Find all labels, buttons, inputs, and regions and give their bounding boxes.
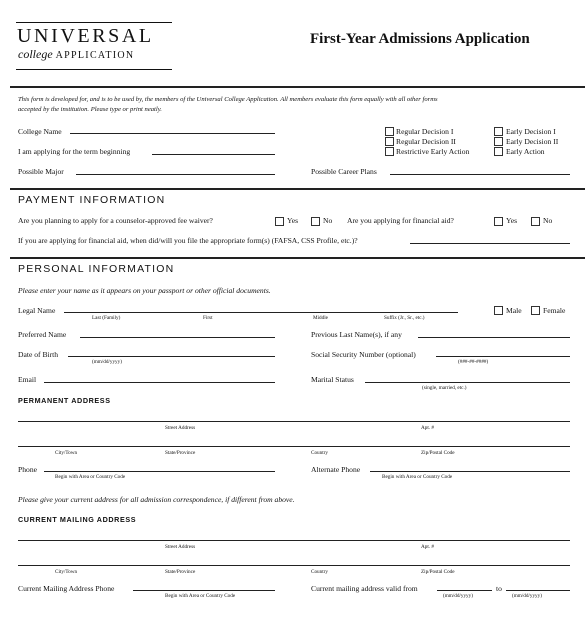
permanent-state-caption: State/Province	[165, 450, 196, 456]
marital-format: (single, married, etc.)	[422, 385, 467, 391]
alt-phone-label: Alternate Phone	[311, 465, 361, 474]
career-label: Possible Career Plans	[311, 167, 377, 176]
alt-phone-caption: Begin with Area or Country Code	[382, 474, 453, 480]
dob-field[interactable]	[68, 356, 275, 357]
header-divider	[10, 86, 585, 88]
logo-college-word: college	[18, 47, 53, 61]
permanent-street-field[interactable]	[18, 421, 570, 422]
career-field[interactable]	[390, 174, 570, 175]
personal-heading: PERSONAL INFORMATION	[18, 263, 175, 275]
preferred-name-field[interactable]	[80, 337, 275, 338]
name-note: Please enter your name as it appears on your passport or other official documents.	[18, 286, 271, 295]
ssn-format: (###-##-####)	[458, 359, 489, 365]
mailing-note: Please give your current address for all admission correspondence, if different from above.	[18, 495, 295, 504]
dob-label: Date of Birth	[18, 350, 59, 359]
email-label: Email	[18, 375, 37, 384]
early-action-label: Early Action	[506, 147, 545, 156]
marital-label: Marital Status	[311, 375, 354, 384]
previous-name-field[interactable]	[418, 337, 570, 338]
female-label: Female	[543, 306, 566, 315]
legal-name-label: Legal Name	[18, 306, 56, 315]
mailing-country-caption: Country	[311, 569, 329, 575]
financial-aid-question: Are you applying for financial aid?	[347, 216, 454, 225]
logo-application-word: APPLICATION	[55, 50, 135, 61]
mailing-city-field[interactable]	[18, 565, 570, 566]
mailing-valid-to-format: (mm/dd/yyyy)	[512, 593, 542, 599]
fee-waiver-yes-label: Yes	[287, 216, 299, 225]
intro-line-2: accepted by the institution. Please type or print neatly.	[18, 106, 162, 113]
fee-waiver-yes-checkbox[interactable]	[275, 217, 284, 226]
mailing-address-heading: CURRENT MAILING ADDRESS	[18, 515, 137, 524]
fee-waiver-question: Are you planning to apply for a counselor-approved fee waiver?	[18, 216, 213, 225]
early-decision-1-checkbox[interactable]	[494, 127, 503, 136]
legal-name-middle-caption: Middle	[313, 315, 328, 321]
college-name-label: College Name	[18, 127, 62, 136]
mailing-valid-to-field[interactable]	[506, 590, 570, 591]
major-field[interactable]	[76, 174, 275, 175]
dob-format: (mm/dd/yyyy)	[92, 359, 122, 365]
mailing-street-field[interactable]	[18, 540, 570, 541]
mailing-to-label: to	[496, 584, 502, 593]
logo-rule-bottom	[16, 69, 172, 70]
permanent-apt-caption: Apt. #	[421, 425, 434, 431]
financial-aid-yes-label: Yes	[506, 216, 518, 225]
preferred-name-label: Preferred Name	[18, 330, 67, 339]
aid-form-date-question: If you are applying for financial aid, when did/will you file the appropriate form(s) (FAFSA, CSS Profile, etc.)?	[18, 236, 358, 245]
permanent-address-heading: PERMANENT ADDRESS	[18, 396, 111, 405]
aid-form-date-field[interactable]	[410, 243, 570, 244]
fee-waiver-no-label: No	[323, 216, 333, 225]
previous-name-label: Previous Last Name(s), if any	[311, 330, 402, 339]
financial-aid-yes-checkbox[interactable]	[494, 217, 503, 226]
phone-caption: Begin with Area or Country Code	[55, 474, 126, 480]
regular-decision-2-label: Regular Decision II	[396, 137, 456, 146]
major-label: Possible Major	[18, 167, 64, 176]
email-field[interactable]	[44, 382, 275, 383]
permanent-zip-caption: Zip/Postal Code	[421, 450, 455, 456]
fee-waiver-no-checkbox[interactable]	[311, 217, 320, 226]
mailing-city-caption: City/Town	[55, 569, 78, 575]
mailing-street-caption: Street Address	[165, 544, 196, 550]
restrictive-early-action-checkbox[interactable]	[385, 147, 394, 156]
ssn-label: Social Security Number (optional)	[311, 350, 416, 359]
legal-name-suffix-caption: Suffix (Jr., Sr., etc.)	[384, 315, 425, 321]
early-action-checkbox[interactable]	[494, 147, 503, 156]
female-checkbox[interactable]	[531, 306, 540, 315]
college-name-field[interactable]	[70, 133, 275, 134]
phone-field[interactable]	[44, 471, 275, 472]
regular-decision-1-label: Regular Decision I	[396, 127, 454, 136]
mailing-valid-label: Current mailing address valid from	[311, 584, 418, 593]
legal-name-field[interactable]	[64, 312, 458, 313]
page-title: First-Year Admissions Application	[310, 31, 530, 47]
legal-name-last-caption: Last (Family)	[92, 315, 121, 321]
regular-decision-1-checkbox[interactable]	[385, 127, 394, 136]
mailing-phone-label: Current Mailing Address Phone	[18, 584, 115, 593]
intro-line-1: This form is developed for, and is to be used by, the members of the Universal College Application. All members evaluate this form equally with all other forms	[18, 96, 438, 103]
term-field[interactable]	[152, 154, 275, 155]
early-decision-2-checkbox[interactable]	[494, 137, 503, 146]
male-label: Male	[506, 306, 522, 315]
regular-decision-2-checkbox[interactable]	[385, 137, 394, 146]
mailing-phone-field[interactable]	[133, 590, 275, 591]
mailing-valid-from-field[interactable]	[437, 590, 492, 591]
ssn-field[interactable]	[436, 356, 570, 357]
legal-name-first-caption: First	[203, 315, 213, 321]
mailing-apt-caption: Apt. #	[421, 544, 434, 550]
permanent-city-field[interactable]	[18, 446, 570, 447]
financial-aid-no-label: No	[543, 216, 553, 225]
personal-divider	[10, 257, 585, 259]
mailing-state-caption: State/Province	[165, 569, 196, 575]
logo-college	[18, 47, 134, 62]
restrictive-early-action-label: Restrictive Early Action	[396, 147, 470, 156]
marital-field[interactable]	[365, 382, 570, 383]
term-label: I am applying for the term beginning	[18, 147, 131, 156]
payment-heading: PAYMENT INFORMATION	[18, 194, 166, 206]
male-checkbox[interactable]	[494, 306, 503, 315]
permanent-city-caption: City/Town	[55, 450, 78, 456]
phone-label: Phone	[18, 465, 37, 474]
financial-aid-no-checkbox[interactable]	[531, 217, 540, 226]
logo-universal: UNIVERSAL	[17, 25, 154, 47]
permanent-country-caption: Country	[311, 450, 329, 456]
payment-divider	[10, 188, 585, 190]
alt-phone-field[interactable]	[370, 471, 570, 472]
mailing-zip-caption: Zip/Postal Code	[421, 569, 455, 575]
early-decision-2-label: Early Decision II	[506, 137, 559, 146]
permanent-street-caption: Street Address	[165, 425, 196, 431]
mailing-valid-from-format: (mm/dd/yyyy)	[443, 593, 473, 599]
mailing-phone-caption: Begin with Area or Country Code	[165, 593, 236, 599]
logo-rule-top	[16, 22, 172, 23]
early-decision-1-label: Early Decision I	[506, 127, 556, 136]
